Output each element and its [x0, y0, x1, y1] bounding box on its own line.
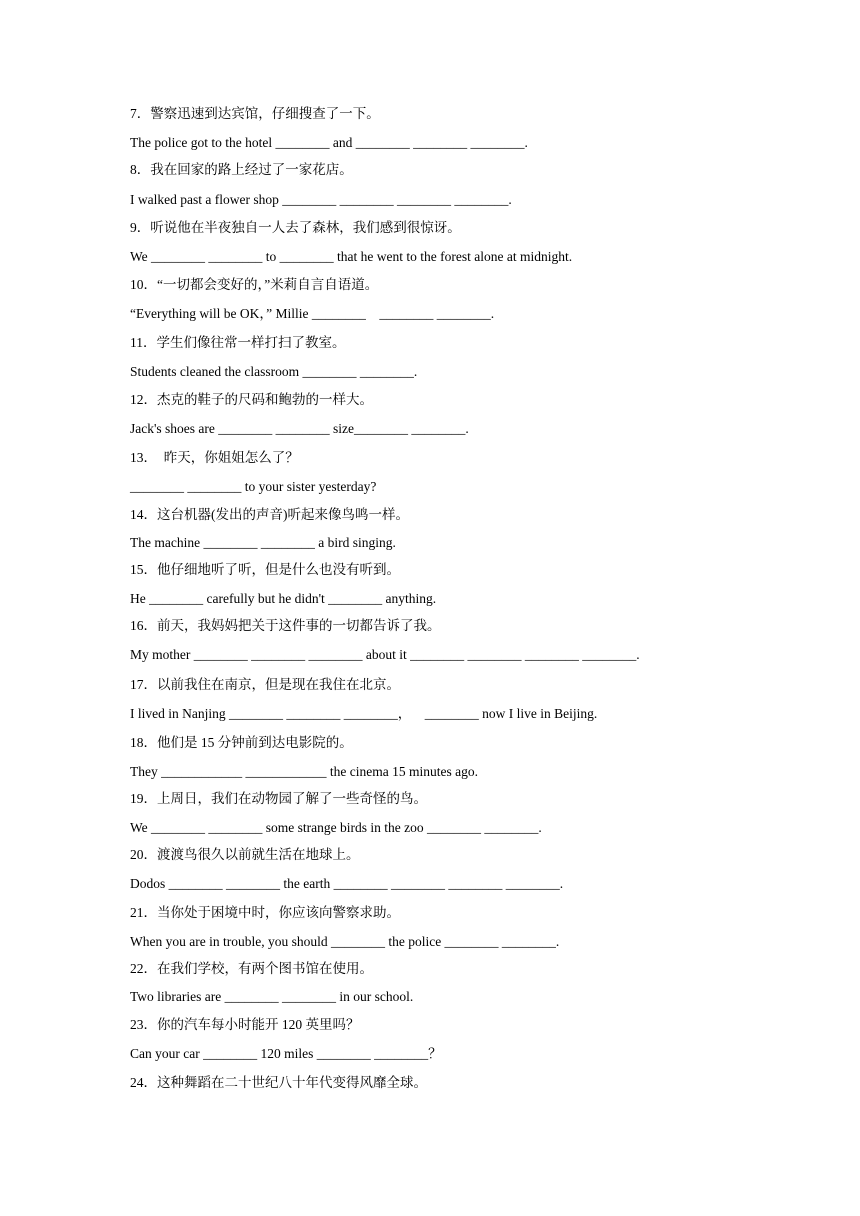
question-23-english: Can your car ________ 120 miles ________ ________？	[130, 1046, 442, 1061]
question-11-english: Students cleaned the classroom ________ ________.	[130, 364, 418, 379]
question-21-english: When you are in trouble, you should ________ the police ________ ________.	[130, 934, 560, 949]
question-16-chinese: 16．前天，我妈妈把关于这件事的一切都告诉了我。	[130, 618, 441, 633]
question-12-chinese: 12．杰克的鞋子的尺码和鲍勃的一样大。	[130, 392, 373, 407]
question-10-chinese: 10．“一切都会变好的，”米莉自言自语道。	[130, 277, 379, 292]
question-18-english: They ____________ ____________ the cinema 15 minutes ago.	[130, 764, 478, 779]
question-10-english: “Everything will be OK，” Millie ________ ________ ________.	[130, 306, 495, 321]
question-15-chinese: 15．他仔细地听了听，但是什么也没有听到。	[130, 562, 400, 577]
question-12-english: Jack's shoes are ________ ________ size________ ________.	[130, 421, 469, 436]
question-19-chinese: 19．上周日，我们在动物园了解了一些奇怪的鸟。	[130, 791, 427, 806]
question-11-chinese: 11．学生们像往常一样打扫了教室。	[130, 335, 346, 350]
question-8-chinese: 8．我在回家的路上经过了一家花店。	[130, 162, 353, 177]
question-9-english: We ________ ________ to ________ that he went to the forest alone at midnight.	[130, 249, 573, 264]
question-18-chinese: 18．他们是 15 分钟前到达电影院的。	[130, 735, 353, 750]
question-7-english: The police got to the hotel ________ and ________ ________ ________.	[130, 135, 528, 150]
question-24-chinese: 24．这种舞蹈在二十世纪八十年代变得风靡全球。	[130, 1075, 427, 1090]
question-9-chinese: 9．听说他在半夜独自一人去了森林，我们感到很惊讶。	[130, 220, 461, 235]
question-19-english: We ________ ________ some strange birds in the zoo ________ ________.	[130, 820, 542, 835]
question-14-chinese: 14．这台机器(发出的声音)听起来像鸟鸣一样。	[130, 507, 409, 522]
question-21-chinese: 21．当你处于困境中时，你应该向警察求助。	[130, 905, 400, 920]
question-17-english: I lived in Nanjing ________ ________ ________， ________ now I live in Beijing.	[130, 706, 598, 721]
question-23-chinese: 23．你的汽车每小时能开 120 英里吗？	[130, 1017, 360, 1032]
question-13-chinese: 13． 昨天，你姐姐怎么了？	[130, 450, 299, 465]
question-15-english: He ________ carefully but he didn't ________ anything.	[130, 591, 437, 606]
question-22-english: Two libraries are ________ ________ in our school.	[130, 989, 414, 1004]
question-8-english: I walked past a flower shop ________ ________ ________ ________.	[130, 192, 512, 207]
question-22-chinese: 22．在我们学校，有两个图书馆在使用。	[130, 961, 373, 976]
question-7-chinese: 7．警察迅速到达宾馆，仔细搜查了一下。	[130, 106, 380, 121]
question-20-english: Dodos ________ ________ the earth ________ ________ ________ ________.	[130, 876, 564, 891]
question-20-chinese: 20．渡渡鸟很久以前就生活在地球上。	[130, 847, 360, 862]
question-13-english: ________ ________ to your sister yesterday?	[130, 479, 377, 494]
question-17-chinese: 17．以前我住在南京，但是现在我住在北京。	[130, 677, 400, 692]
question-14-english: The machine ________ ________ a bird singing.	[130, 535, 396, 550]
question-16-english: My mother ________ ________ ________ about it ________ ________ ________ ________.	[130, 647, 640, 662]
